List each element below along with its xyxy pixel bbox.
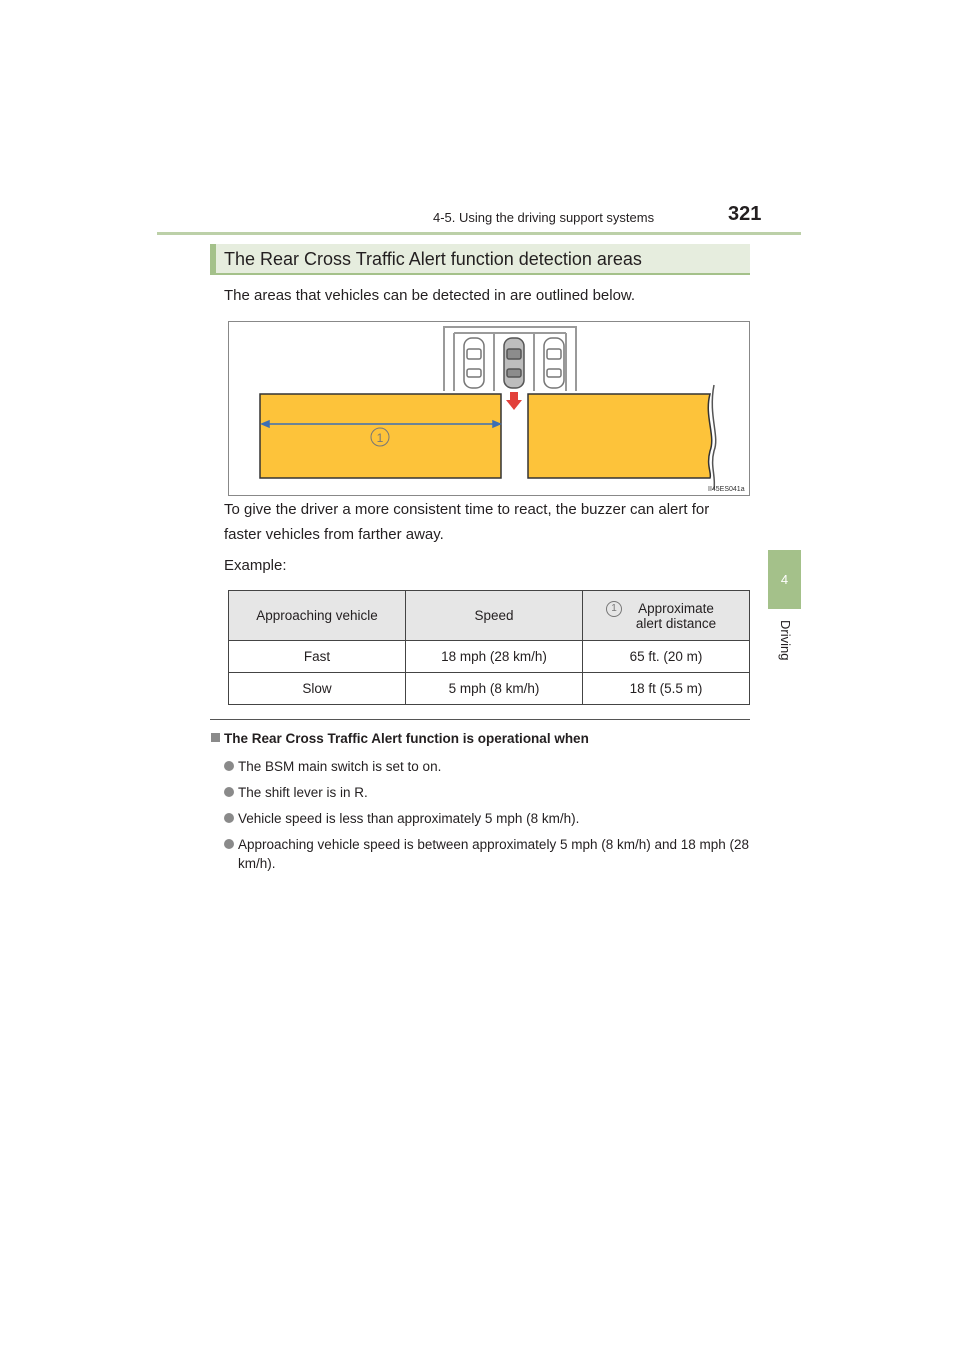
detection-zone-right <box>528 394 712 478</box>
header-rule <box>157 232 801 235</box>
table-cell: 18 ft (5.5 m) <box>583 673 750 705</box>
table-cell: Fast <box>229 641 406 673</box>
diagram-code: II45ES041a <box>708 486 745 493</box>
header-approaching-vehicle: Approaching vehicle <box>229 591 406 641</box>
square-bullet-icon <box>211 733 220 742</box>
running-header: 4-5. Using the driving support systems <box>433 210 655 225</box>
bullet-icon <box>224 787 234 797</box>
header-callout: 1 <box>606 601 622 617</box>
note-heading: The Rear Cross Traffic Alert function is operational when <box>224 731 589 746</box>
bullet-text: Approaching vehicle speed is between approximately 5 mph (8 km/h) and 18 mph (28 km/h). <box>238 837 750 871</box>
reversing-car <box>504 338 524 388</box>
example-label: Example: <box>224 557 287 574</box>
page-number: 321 <box>728 203 762 225</box>
section-title-bar <box>210 244 750 275</box>
table-cell: Slow <box>229 673 406 705</box>
table-cell: 5 mph (8 km/h) <box>406 673 583 705</box>
diagram-callout: 1 <box>376 431 384 445</box>
chapter-label: Driving <box>778 620 793 661</box>
bullet-text: The BSM main switch is set to on. <box>238 759 442 774</box>
note-heading-row <box>211 731 589 746</box>
bullet-text: Vehicle speed is less than approximately 5 mph (8 km/h). <box>238 811 580 826</box>
header-alert-distance-cell <box>583 591 750 641</box>
table-cell: 18 mph (28 km/h) <box>406 641 583 673</box>
table-cell: 65 ft. (20 m) <box>583 641 750 673</box>
list-item <box>224 783 750 802</box>
parked-car-right <box>544 338 564 388</box>
chapter-tab[interactable]: 4 <box>768 550 801 609</box>
alert-distance-table <box>228 590 750 705</box>
table-header-row <box>229 591 750 641</box>
parked-car-left <box>464 338 484 388</box>
bullet-text: The shift lever is in R. <box>238 785 368 800</box>
section-title: The Rear Cross Traffic Alert function detection areas <box>224 249 642 269</box>
bullet-icon <box>224 839 234 849</box>
list-item <box>224 835 764 873</box>
bullet-icon <box>224 761 234 771</box>
detection-area-diagram <box>228 321 750 496</box>
table-row <box>229 673 750 705</box>
diagram-svg <box>228 321 750 496</box>
explanation-text: To give the driver a more consistent time to react, the buzzer can alert for faster vehicles from farther away. <box>224 501 710 543</box>
list-item <box>224 809 750 828</box>
bullet-icon <box>224 813 234 823</box>
header-alert-distance: Approximate alert distance <box>635 600 717 631</box>
intro-text: The areas that vehicles can be detected in are outlined below. <box>224 287 636 304</box>
list-item <box>224 757 750 776</box>
table-row <box>229 641 750 673</box>
note-divider <box>210 719 750 720</box>
header-speed: Speed <box>406 591 583 641</box>
